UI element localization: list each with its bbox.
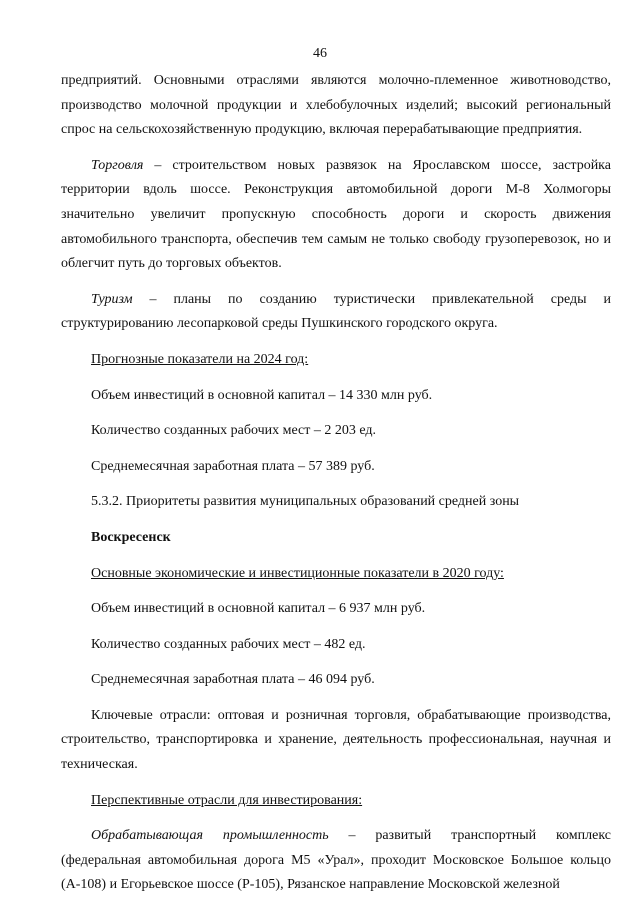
manufacturing-term: Обрабатывающая промышленность (91, 828, 329, 844)
indicators-heading-line (61, 562, 611, 587)
trade-term: Торговля (91, 157, 144, 173)
manufacturing-text: – развитый транспортный комплекс (федеральная автомобильная дорога М5 «Урал», проходит Московское Большое кольцо (А-108) и Егорьевское шоссе (Р-105), Рязанское направление Московской железной (61, 828, 611, 893)
page-number: 46 (313, 46, 327, 61)
forecast-investments: Объем инвестиций в основной капитал – 14 330 млн руб. (91, 387, 433, 403)
indicators-investments: Объем инвестиций в основной капитал – 6 937 млн руб. (91, 601, 426, 617)
trade-text: – строительством новых развязок на Ярославском шоссе, застройка территории вдоль шоссе. Реконструкция автомобильной дороги М-8 Холмогоры значительно увеличит пропускную способность дороги и скорость движения автомобильного транспорта, обеспечив тем самым не только свободу грузоперевозок, но и облегчит путь до торговых объектов. (61, 157, 611, 272)
forecast-heading-line (61, 348, 611, 373)
forecast-salary: Среднемесячная заработная плата – 57 389 руб. (91, 458, 375, 474)
tourism-term: Туризм (91, 291, 133, 307)
forecast-heading: Прогнозные показатели на 2024 год: (91, 351, 309, 367)
forecast-jobs: Количество созданных рабочих мест – 2 203 ед. (91, 423, 377, 439)
paragraph-key-sectors: Ключевые отрасли: оптовая и розничная торговля, обрабатывающие производства, строительство, транспортировка и хранение, деятельность профессиональная, научная и техническая. (61, 707, 611, 773)
prospective-heading: Перспективные отрасли для инвестирования: (91, 792, 363, 808)
indicators-salary: Среднемесячная заработная плата – 46 094 руб. (91, 672, 375, 688)
document-body (61, 69, 611, 909)
paragraph-tourism (61, 288, 611, 337)
section-title: 5.3.2. Приоритеты развития муниципальных образований средней зоны (91, 494, 520, 510)
paragraph-trade (61, 154, 611, 277)
paragraph-agriculture: предприятий. Основными отраслями являются молочно-племенное животноводство, производство молочной продукции и хлебобулочных изделий; высокий региональный спрос на сельскохозяйственную продукцию, включая перерабатывающие предприятия. (61, 73, 611, 138)
prospective-heading-line (61, 789, 611, 814)
indicators-heading: Основные экономические и инвестиционные показатели в 2020 году: (91, 565, 504, 581)
paragraph-manufacturing (61, 824, 611, 898)
municipality-heading: Воскресенск (91, 529, 171, 545)
indicators-jobs: Количество созданных рабочих мест – 482 ед. (91, 636, 366, 652)
tourism-text: – планы по созданию туристически привлекательной среды и структурированию лесопарковой среды Пушкинского городского округа. (61, 291, 611, 332)
